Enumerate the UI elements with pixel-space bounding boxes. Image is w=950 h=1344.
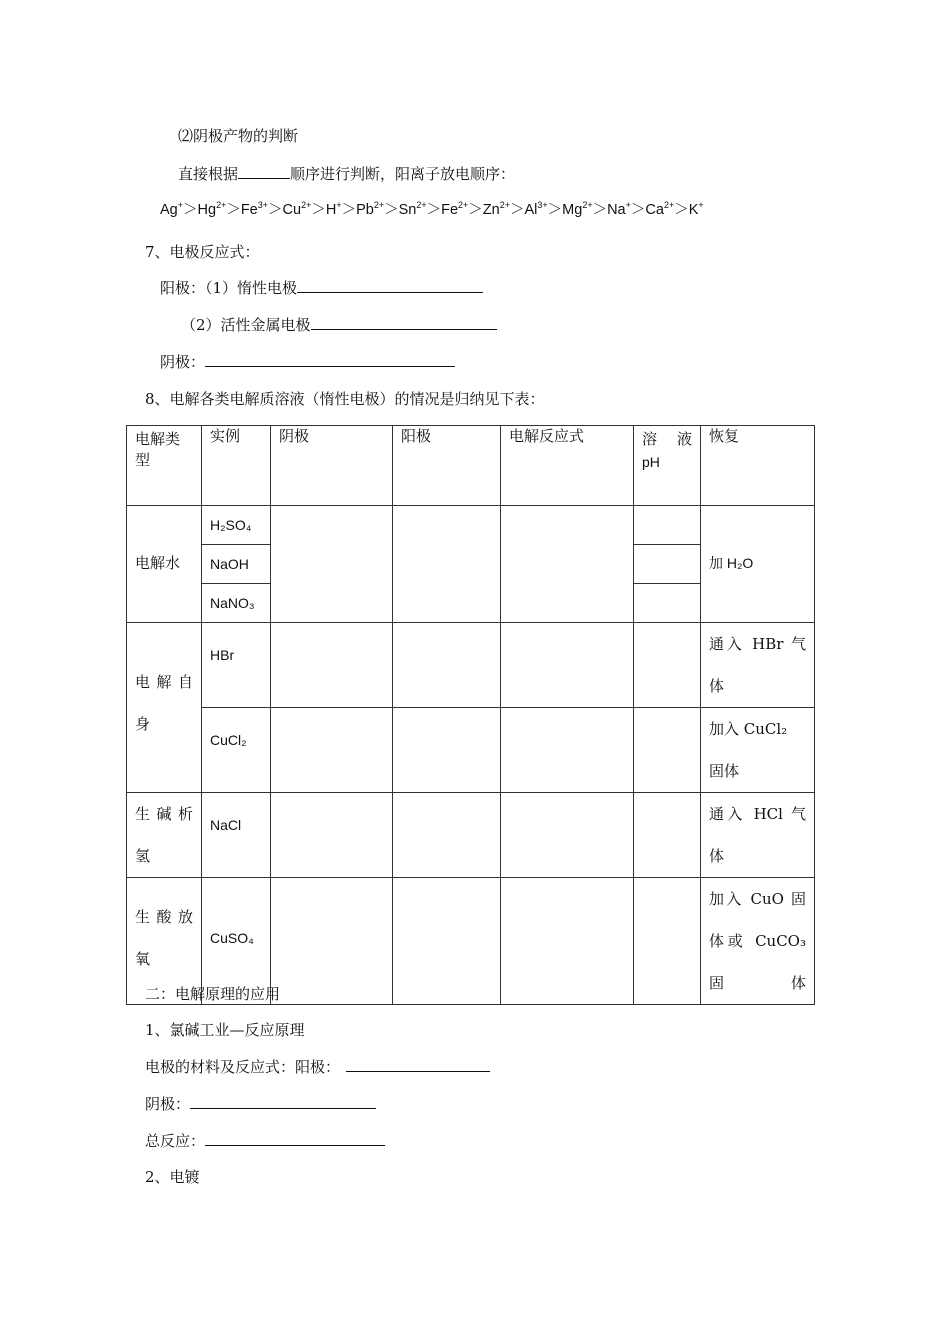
- header-cathode: 阴极: [279, 427, 310, 445]
- reaction-cell[interactable]: [501, 878, 634, 1005]
- cathode-cell[interactable]: [271, 793, 393, 878]
- anode-active-label: （2）活性金属电极: [181, 316, 311, 334]
- ion-charge: +: [625, 200, 631, 211]
- example-cucl2: CuCl₂: [210, 732, 247, 748]
- rule-suffix: 顺序进行判断，阳离子放电顺序：: [290, 165, 516, 183]
- cation-ion: H+: [325, 200, 342, 218]
- cation-ion: $Fe^{3+}$: [240, 200, 269, 218]
- ion-charge: 2+: [663, 200, 675, 211]
- greater-than-sign: ＞: [592, 202, 608, 218]
- section7-heading: 7、电极反应式：: [145, 243, 260, 261]
- example-cuso4: CuSO₄: [210, 929, 254, 946]
- cathode-line: [160, 352, 455, 372]
- cathode-reaction-blank[interactable]: [190, 1094, 376, 1109]
- greater-than-sign: ＞: [268, 202, 283, 218]
- type-alkali: 生碱析氢: [135, 805, 193, 865]
- ion-charge: +: [698, 200, 704, 211]
- ph-cell[interactable]: [634, 708, 701, 793]
- chlor-alkali-heading: 1、氯碱工业—反应原理: [145, 1021, 305, 1039]
- greater-than-sign: ＞: [341, 202, 357, 218]
- total-reaction-label: 总反应：: [145, 1132, 206, 1150]
- greater-than-sign: ＞: [183, 202, 198, 218]
- ph-cell[interactable]: [634, 793, 701, 878]
- cation-ion: $Al^{3+}$: [524, 200, 548, 218]
- header-example: 实例: [210, 427, 241, 445]
- total-reaction-blank[interactable]: [205, 1131, 385, 1146]
- ion-charge: 3+: [257, 200, 269, 211]
- cation-ion: $Sn^{2+}$: [398, 200, 427, 218]
- ion-charge: 2+: [582, 200, 593, 211]
- greater-than-sign: ＞: [384, 202, 399, 218]
- ph-cell[interactable]: [634, 545, 701, 584]
- reaction-cell[interactable]: [501, 708, 634, 793]
- total-reaction-line: [145, 1131, 385, 1151]
- greater-than-sign: ＞: [674, 202, 689, 218]
- cathode-cell[interactable]: [271, 708, 393, 793]
- cathode-reaction-label: 阴极：: [145, 1095, 191, 1113]
- sub-heading-cathode-products: ⑵阴极产物的判断: [178, 127, 299, 145]
- ion-charge: 2+: [373, 200, 385, 211]
- header-ph-top: 溶液: [642, 430, 692, 448]
- anode-cell[interactable]: [393, 878, 501, 1005]
- restore-hbr: 通入 HBr 气体: [709, 635, 806, 695]
- cathode-reaction-line: [145, 1094, 376, 1114]
- anode-inert-label: 阳极：（1）惰性电极: [160, 279, 298, 297]
- greater-than-sign: ＞: [509, 202, 525, 218]
- example-nano3: NaNO₃: [210, 594, 255, 611]
- greater-than-sign: ＞: [547, 202, 563, 218]
- fill-blank[interactable]: [238, 164, 290, 179]
- cation-ion: $Ca^{2+}$: [645, 200, 675, 218]
- ion-charge: +: [336, 200, 342, 211]
- section8-heading: 8、电解各类电解质溶液（惰性电极）的情况是归纳见下表：: [145, 390, 545, 408]
- ion-charge: +: [177, 200, 184, 211]
- reaction-cell[interactable]: [501, 623, 634, 708]
- cation-ion: $Cu^{2+}$: [282, 200, 312, 218]
- type-self: 电解自身: [135, 673, 193, 733]
- anode-active-line: [181, 315, 497, 335]
- electrolysis-table: [126, 425, 815, 1005]
- greater-than-sign: ＞: [226, 202, 241, 218]
- ph-cell[interactable]: [634, 878, 701, 1005]
- electrode-material-label: 电极的材料及反应式：阳极：: [145, 1058, 341, 1076]
- header-reaction: 电解反应式: [509, 427, 585, 445]
- restore-water: 加 H₂O: [709, 554, 754, 571]
- reaction-cell[interactable]: [501, 793, 634, 878]
- cation-ion: $Zn^{2+}$: [482, 200, 510, 218]
- anode-reaction-blank[interactable]: [346, 1057, 490, 1072]
- ph-cell[interactable]: [634, 584, 701, 623]
- cation-ion: $Pb^{2+}$: [356, 200, 385, 218]
- anode-cell[interactable]: [393, 793, 501, 878]
- cathode-cell[interactable]: [271, 506, 393, 623]
- restore-cucl2: 加入 CuCl₂ 固体: [709, 720, 788, 780]
- anode-active-blank[interactable]: [311, 315, 497, 330]
- rule-prefix: 直接根据: [178, 165, 239, 183]
- cathode-blank[interactable]: [205, 352, 455, 367]
- anode-inert-line: [160, 278, 483, 298]
- greater-than-sign: ＞: [311, 202, 326, 218]
- cathode-label: 阴极：: [160, 353, 206, 371]
- anode-cell[interactable]: [393, 708, 501, 793]
- cation-ion: Na+: [607, 200, 631, 218]
- ion-charge: 3+: [537, 200, 548, 211]
- anode-inert-blank[interactable]: [297, 278, 483, 293]
- restore-cuo: 加入 CuO 固体或 CuCO₃ 固体: [709, 890, 806, 992]
- cation-discharge-order: [160, 200, 704, 220]
- ion-charge: 2+: [416, 200, 427, 211]
- ion-charge: 2+: [499, 200, 510, 211]
- header-restore: 恢复: [709, 427, 740, 445]
- ph-cell[interactable]: [634, 623, 701, 708]
- cathode-cell[interactable]: [271, 623, 393, 708]
- reaction-cell[interactable]: [501, 506, 634, 623]
- type-acid: 生酸放氧: [135, 908, 193, 968]
- restore-hcl: 通入 HCl 气体: [709, 805, 806, 865]
- ion-charge: 2+: [216, 200, 227, 211]
- type-water: 电解水: [135, 553, 181, 572]
- ion-charge: 2+: [301, 200, 312, 211]
- header-ph-bottom: pH: [642, 454, 660, 470]
- greater-than-sign: ＞: [468, 202, 483, 218]
- ion-charge: 2+: [458, 200, 469, 211]
- example-hbr: HBr: [210, 647, 235, 663]
- greater-than-sign: ＞: [630, 202, 646, 218]
- cation-ion: $Mg^{2+}$: [562, 200, 593, 218]
- electrode-material-line: [145, 1057, 490, 1077]
- header-type: 电解类型: [135, 430, 181, 469]
- example-nacl: NaCl: [210, 817, 242, 833]
- ph-cell[interactable]: [634, 506, 701, 545]
- discharge-rule-line: [178, 164, 515, 184]
- cathode-cell[interactable]: [271, 878, 393, 1005]
- greater-than-sign: ＞: [426, 202, 442, 218]
- example-naoh: NaOH: [210, 555, 249, 572]
- cation-ion: Ag+: [160, 200, 184, 218]
- anode-cell[interactable]: [393, 623, 501, 708]
- cation-ion: K+: [688, 200, 704, 218]
- cation-ion: $Hg^{2+}$: [197, 200, 227, 218]
- anode-cell[interactable]: [393, 506, 501, 623]
- section2-heading: 二：电解原理的应用: [145, 985, 281, 1003]
- example-h2so4: H₂SO₄: [210, 516, 252, 533]
- header-anode: 阳极: [401, 427, 432, 445]
- cation-ion: $Fe^{2+}$: [441, 200, 469, 218]
- electroplating-heading: 2、电镀: [145, 1168, 200, 1186]
